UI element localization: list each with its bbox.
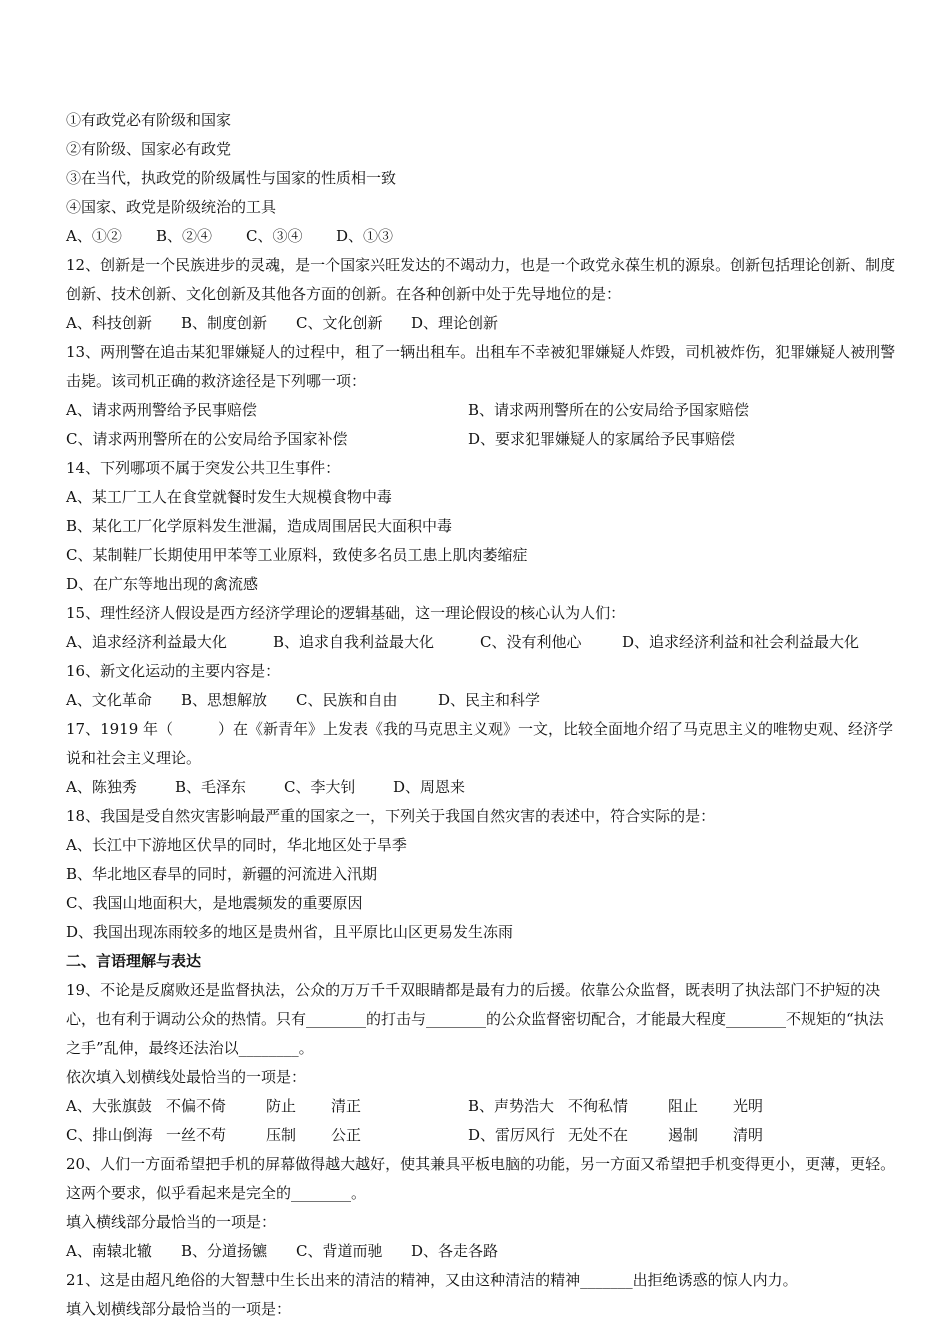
q16-stem: 16、新文化运动的主要内容是： bbox=[66, 662, 281, 680]
q19-option-c-1: C、排山倒海 bbox=[66, 1126, 153, 1144]
q11-item-1: ①有政党必有阶级和国家 bbox=[66, 111, 232, 129]
q17-option-b: B、毛泽东 bbox=[175, 778, 247, 796]
q18-stem: 18、我国是受自然灾害影响最严重的国家之一，下列关于我国自然灾害的表述中，符合实际的是： bbox=[66, 807, 716, 825]
q18-option-a: A、长江中下游地区伏旱的同时，华北地区处于旱季 bbox=[66, 836, 407, 854]
q11-item-3: ③在当代，执政党的阶级属性与国家的性质相一致 bbox=[66, 169, 397, 187]
q14-option-a: A、某工厂工人在食堂就餐时发生大规模食物中毒 bbox=[66, 488, 392, 506]
q19-prompt: 依次填入划横线处最恰当的一项是： bbox=[66, 1068, 307, 1086]
q11-option-a: A、①② bbox=[66, 227, 122, 245]
q16-options bbox=[66, 686, 896, 715]
q17-option-d: D、周恩来 bbox=[393, 778, 466, 796]
q16-option-d: D、民主和科学 bbox=[438, 691, 541, 709]
q17-option-c: C、李大钊 bbox=[284, 778, 356, 796]
q15-option-c: C、没有利他心 bbox=[480, 633, 582, 651]
q19-option-d-3: 遏制 bbox=[668, 1126, 699, 1144]
q15-options bbox=[66, 628, 896, 657]
q11-item-4: ④国家、政党是阶级统治的工具 bbox=[66, 198, 277, 216]
q20-option-c: C、背道而驰 bbox=[296, 1242, 383, 1260]
q18-option-b: B、华北地区春旱的同时，新疆的河流进入汛期 bbox=[66, 865, 378, 883]
q13-option-d: D、要求犯罪嫌疑人的家属给予民事赔偿 bbox=[468, 430, 736, 448]
q19-option-a-4: 清正 bbox=[331, 1097, 362, 1115]
q18-option-d: D、我国出现冻雨较多的地区是贵州省，且平原比山区更易发生冻雨 bbox=[66, 923, 514, 941]
q12-option-b: B、制度创新 bbox=[181, 314, 268, 332]
q11-options bbox=[66, 222, 896, 251]
q12-option-c: C、文化创新 bbox=[296, 314, 383, 332]
q11-option-b: B、②④ bbox=[156, 227, 213, 245]
q19-option-d-1: D、雷厉风行 bbox=[468, 1126, 556, 1144]
q14-option-c: C、某制鞋厂长期使用甲苯等工业原料，致使多名员工患上肌肉萎缩症 bbox=[66, 546, 528, 564]
q11-option-c: C、③④ bbox=[246, 227, 303, 245]
q12-option-d: D、理论创新 bbox=[411, 314, 499, 332]
q17-stem: 17、1919 年（ ）在《新青年》上发表《我的马克思主义观》一文，比较全面地介绍了马克思主义的唯物史观、经济学说和社会主义理论。 bbox=[66, 720, 894, 767]
q19-stem: 19、不论是反腐败还是监督执法，公众的万万千千双眼睛都是最有力的后援。依靠公众监督，既表明了执法部门不护短的决心，也有利于调动公众的热情。只有________的打击与________的公众监督密切配合，才能最大程度________不规矩的“执法之手”乱伸，最终还法治以________。 bbox=[66, 981, 884, 1057]
q19-option-b-4: 光明 bbox=[733, 1097, 764, 1115]
q18-option-c: C、我国山地面积大，是地震频发的重要原因 bbox=[66, 894, 363, 912]
q21-prompt: 填入划横线部分最恰当的一项是： bbox=[66, 1300, 292, 1318]
q16-option-c: C、民族和自由 bbox=[296, 691, 398, 709]
q20-option-a: A、南辕北辙 bbox=[66, 1242, 152, 1260]
q11-item-2: ②有阶级、国家必有政党 bbox=[66, 140, 232, 158]
q17-option-a: A、陈独秀 bbox=[66, 778, 137, 796]
q19-option-d-4: 清明 bbox=[733, 1126, 764, 1144]
q19-option-c-3: 压制 bbox=[266, 1126, 297, 1144]
q12-stem: 12、创新是一个民族进步的灵魂，是一个国家兴旺发达的不竭动力，也是一个政党永葆生机的源泉。创新包括理论创新、制度创新、技术创新、文化创新及其他各方面的创新。在各种创新中处于先导地位的是： bbox=[66, 256, 896, 303]
q19-option-a-1: A、大张旗鼓 bbox=[66, 1097, 152, 1115]
q14-stem: 14、下列哪项不属于突发公共卫生事件： bbox=[66, 459, 341, 477]
q20-option-d: D、各走各路 bbox=[411, 1242, 499, 1260]
q19-option-a-2: 不偏不倚 bbox=[166, 1097, 227, 1115]
q19-option-a-3: 防止 bbox=[266, 1097, 297, 1115]
q20-stem: 20、人们一方面希望把手机的屏幕做得越大越好，使其兼具平板电脑的功能，另一方面又希望把手机变得更小，更薄，更轻。这两个要求，似乎看起来是完全的________。 bbox=[66, 1155, 896, 1202]
q20-options bbox=[66, 1237, 896, 1266]
q15-stem: 15、理性经济人假设是西方经济学理论的逻辑基础，这一理论假设的核心认为人们： bbox=[66, 604, 626, 622]
q19-option-c-4: 公正 bbox=[331, 1126, 362, 1144]
q17-options bbox=[66, 773, 896, 802]
q19-options-row-2 bbox=[66, 1121, 896, 1150]
q20-prompt: 填入横线部分最恰当的一项是： bbox=[66, 1213, 277, 1231]
q19-option-b-3: 阻止 bbox=[668, 1097, 699, 1115]
q13-options-row-2 bbox=[66, 425, 896, 454]
q21-stem: 21、这是由超凡绝俗的大智慧中生长出来的清洁的精神，又由这种清洁的精神_______出拒绝诱惑的惊人内力。 bbox=[66, 1271, 798, 1289]
section-heading: 二、言语理解与表达 bbox=[66, 952, 202, 970]
q12-option-a: A、科技创新 bbox=[66, 314, 152, 332]
q15-option-b: B、追求自我利益最大化 bbox=[273, 633, 435, 651]
q19-option-b-1: B、声势浩大 bbox=[468, 1097, 555, 1115]
q16-option-b: B、思想解放 bbox=[181, 691, 268, 709]
q13-stem: 13、两刑警在追击某犯罪嫌疑人的过程中，租了一辆出租车。出租车不幸被犯罪嫌疑人炸毁，司机被炸伤，犯罪嫌疑人被刑警击毙。该司机正确的救济途径是下列哪一项： bbox=[66, 343, 896, 390]
q19-option-d-2: 无处不在 bbox=[568, 1126, 629, 1144]
q14-option-b: B、某化工厂化学原料发生泄漏，造成周围居民大面积中毒 bbox=[66, 517, 453, 535]
q16-option-a: A、文化革命 bbox=[66, 691, 152, 709]
q13-option-a: A、请求两刑警给予民事赔偿 bbox=[66, 401, 257, 419]
q13-options-row-1 bbox=[66, 396, 896, 425]
q13-option-b: B、请求两刑警所在的公安局给予国家赔偿 bbox=[468, 401, 750, 419]
q13-option-c: C、请求两刑警所在的公安局给予国家补偿 bbox=[66, 430, 348, 448]
exam-page bbox=[66, 106, 896, 1324]
q15-option-a: A、追求经济利益最大化 bbox=[66, 633, 227, 651]
q11-option-d: D、①③ bbox=[336, 227, 394, 245]
q19-option-c-2: 一丝不苟 bbox=[166, 1126, 227, 1144]
q20-option-b: B、分道扬镳 bbox=[181, 1242, 268, 1260]
q12-options bbox=[66, 309, 896, 338]
q19-option-b-2: 不徇私情 bbox=[568, 1097, 629, 1115]
q14-option-d: D、在广东等地出现的禽流感 bbox=[66, 575, 259, 593]
q19-options-row-1 bbox=[66, 1092, 896, 1121]
q15-option-d: D、追求经济利益和社会利益最大化 bbox=[622, 633, 860, 651]
